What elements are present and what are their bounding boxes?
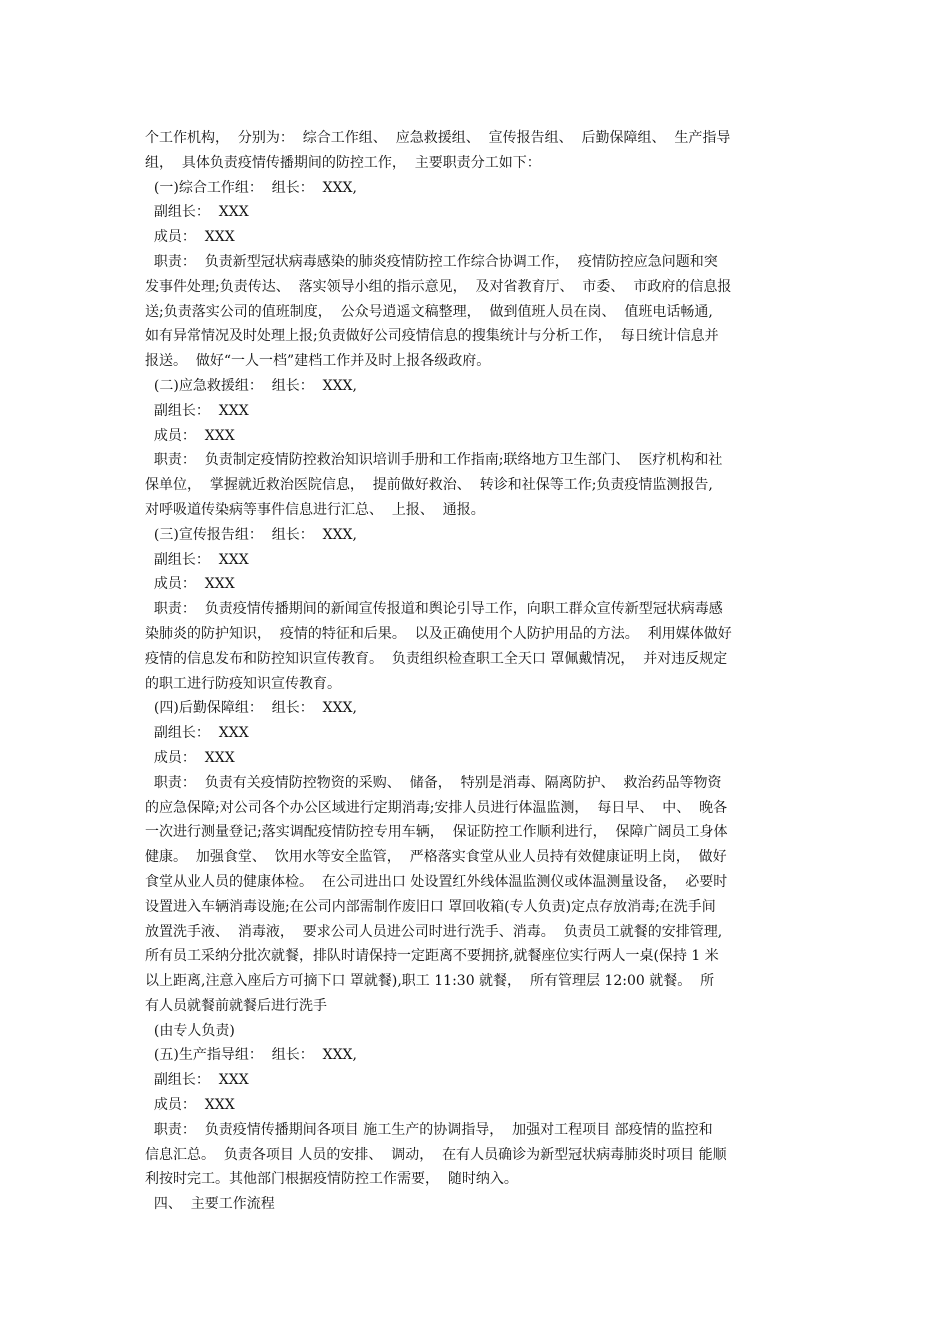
text-line: 送;负责落实公司的值班制度， 公众号逍遥文稿整理， 做到值班人员在岗、 值班电话畅通, — [145, 303, 713, 320]
text-line: 有人员就餐前就餐后进行洗手 — [145, 997, 327, 1014]
text-line: 利按时完工。其他部门根据疫情防控工作需要， 随时纳入。 — [145, 1171, 518, 1188]
text-line: 健康。 加强食堂、 饮用水等安全监管， 严格落实食堂从业人员持有效健康证明上岗， 做好 — [145, 849, 727, 866]
document-body — [145, 126, 810, 1217]
text-line: 副组长： XXX — [145, 402, 249, 419]
text-line: 发事件处理;负责传达、 落实领导小组的指示意见， 及对省教育厅、 市委、 市政府的信息报 — [145, 278, 732, 295]
text-line: 个工作机构， 分别为： 综合工作组、 应急救援组、 宣传报告组、 后勤保障组、 生产指导 — [145, 130, 731, 146]
text-line: 职责： 负责疫情传播期间各项目 施工生产的协调指导， 加强对工程项目 部疫情的监控和 — [145, 1121, 713, 1138]
text-line: 信息汇总。 负责各项目 人员的安排、 调动， 在有人员确诊为新型冠状病毒肺炎时项目 能顺 — [145, 1146, 727, 1163]
text-line: 疫情的信息发布和防控知识宣传教育。 负责组织检查职工全天口 罩佩戴情况， 并对违反规定 — [145, 650, 728, 667]
text-line: 的应急保障;对公司各个办公区域进行定期消毒;安排人员进行体温监测， 每日早、 中、 晚各 — [145, 799, 728, 816]
text-line: 副组长： XXX — [145, 725, 249, 742]
text-line: 如有异常情况及时处理上报;负责做好公司疫情信息的搜集统计与分析工作， 每日统计信息并 — [145, 328, 719, 345]
text-line: 四、 主要工作流程 — [145, 1196, 275, 1213]
text-line: (一)综合工作组： 组长： XXX, — [145, 179, 357, 196]
text-line: (二)应急救援组： 组长： XXX, — [145, 377, 357, 394]
text-line: 所有员工采纳分批次就餐，排队时请保持一定距离不要拥挤,就餐座位实行两人一桌(保持 1 米 — [145, 948, 719, 965]
text-line: (三)宣传报告组： 组长： XXX, — [145, 526, 357, 543]
text-line: 设置进入车辆消毒设施;在公司内部需制作废旧口 罩回收箱(专人负责)定点存放消毒;在洗手间 — [145, 898, 716, 915]
text-line: (五)生产指导组： 组长： XXX, — [145, 1047, 357, 1064]
text-line: 成员： XXX — [145, 427, 235, 444]
text-line: (由专人负责) — [145, 1022, 235, 1039]
text-line: 职责： 负责制定疫情防控救治知识培训手册和工作指南;联络地方卫生部门、 医疗机构和社 — [145, 452, 723, 469]
text-line: 以上距离,注意入座后方可摘下口 罩就餐),职工 11:30 就餐， 所有管理层 12:00 就餐。 所 — [145, 973, 715, 990]
text-line: 副组长： XXX — [145, 551, 249, 568]
text-line: 对呼吸道传染病等事件信息进行汇总、 上报、 通报。 — [145, 501, 485, 518]
text-line: 放置洗手液、 消毒液， 要求公司人员进公司时进行洗手、消毒。 负责员工就餐的安排管理, — [145, 923, 723, 940]
text-line: 成员： XXX — [145, 229, 235, 246]
text-line: 一次进行测量登记;落实调配疫情防控专用车辆， 保证防控工作顺利进行， 保障广阔员工身体 — [145, 824, 728, 841]
text-line: (四)后勤保障组： 组长： XXX, — [145, 700, 357, 717]
text-line: 成员： XXX — [145, 749, 235, 766]
text-line: 保单位， 掌握就近救治医院信息， 提前做好救治、 转诊和社保等工作;负责疫情监测报告, — [145, 477, 713, 494]
text-line: 职责： 负责新型冠状病毒感染的肺炎疫情防控工作综合协调工作， 疫情防控应急问题和突 — [145, 253, 718, 270]
text-line: 成员： XXX — [145, 576, 235, 593]
text-line: 副组长： XXX — [145, 1072, 249, 1089]
text-line: 职责： 负责疫情传播期间的新闻宣传报道和舆论引导工作，向职工群众宣传新型冠状病毒感 — [145, 601, 723, 618]
text-line: 报送。 做好“一人一档”建档工作并及时上报各级政府。 — [145, 353, 491, 370]
text-line: 成员： XXX — [145, 1097, 235, 1114]
text-line: 副组长： XXX — [145, 204, 249, 221]
text-line: 食堂从业人员的健康体检。 在公司进出口 处设置红外线体温监测仪或体温测量设备， 必要时 — [145, 873, 728, 890]
text-line: 职责： 负责有关疫情防控物资的采购、 储备， 特别是消毒、隔离防护、 救治药品等物资 — [145, 774, 722, 791]
text-line: 染肺炎的防护知识， 疫情的特征和后果。 以及正确使用个人防护用品的方法。 利用媒体做好 — [145, 625, 732, 642]
text-line: 组， 具体负责疫情传播期间的防控工作， 主要职责分工如下： — [145, 154, 541, 171]
text-line: 的职工进行防疫知识宣传教育。 — [145, 675, 341, 692]
